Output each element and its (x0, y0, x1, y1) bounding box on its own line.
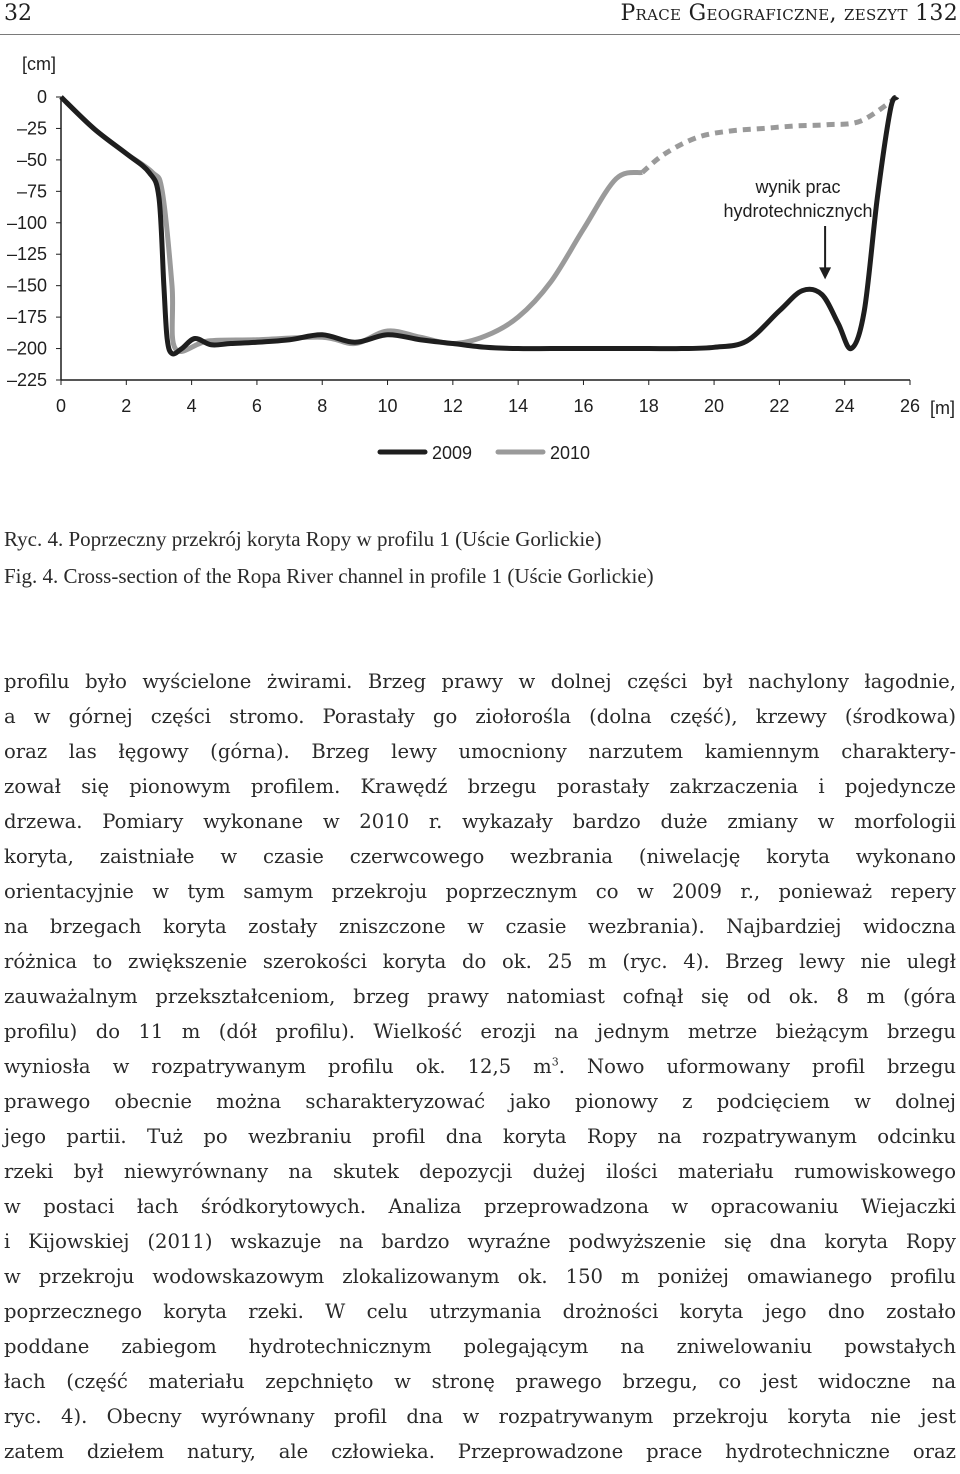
body-line: zauważalnym przekształceniom, brzeg prawy natomiast cofnął się od ok. 8 m (góra (4, 985, 956, 1008)
body-line: profilu) do 11 m (dół profilu). Wielkość erozji na jednym metrze bieżącym brzegu (4, 1020, 956, 1043)
annotation-line-1: wynik prac (755, 177, 841, 197)
body-line: poprzecznego koryta rzeki. W celu utrzymania drożności koryta jego dno zostało (4, 1300, 956, 1323)
body-line: w postaci łach śródkorytowych. Analiza przeprowadzona w opracowaniu Wiejaczki (4, 1195, 956, 1218)
y-axis (7, 87, 61, 390)
body-line: ryc. 4). Obecny wyrównany profil dna w rozpatrywanym przekroju koryta nie jest (4, 1405, 956, 1428)
x-tick-label: 24 (834, 396, 855, 416)
y-tick-label: –125 (6, 244, 47, 265)
annotation-arrowhead (819, 267, 831, 279)
body-line: profilu było wyścielone żwirami. Brzeg prawy w dolnej części był nachylony łagodnie, (4, 670, 956, 693)
body-line: a w górnej części stromo. Porastały go ziołorośla (dolna część), krzewy (środkowa) (4, 705, 956, 728)
x-tick-label: 20 (704, 396, 725, 416)
body-line-with-superscript (4, 1049, 956, 1084)
y-tick-label: 0 (36, 87, 47, 107)
x-tick-label: 16 (573, 396, 594, 416)
annotation (723, 177, 872, 279)
y-tick-label: –200 (6, 338, 47, 359)
y-tick-label: –50 (16, 149, 47, 170)
x-axis (56, 380, 955, 418)
x-unit-label: [m] (930, 398, 955, 418)
header-rule (0, 34, 960, 35)
x-tick-label: 4 (186, 396, 197, 416)
x-tick-label: 2 (121, 396, 132, 416)
body-line: rzeki był niewyrównany na skutek depozycji dużej ilości materiału rumowiskowego (4, 1160, 956, 1183)
figure-caption-polish: Ryc. 4. Poprzeczny przekrój koryta Ropy w profilu 1 (Uście Gorlickie) (4, 527, 602, 551)
body-line: zatem dziełem natury, ale człowieka. Przeprowadzone prace hydrotechniczne oraz (4, 1440, 956, 1463)
x-tick-label: 22 (769, 396, 790, 416)
annotation-line-2: hydrotechnicznych (723, 201, 873, 221)
x-tick-label: 6 (251, 396, 262, 416)
page-header (0, 0, 960, 30)
figure-caption-english: Fig. 4. Cross-section of the Ropa River channel in profile 1 (Uście Gorlickie) (4, 564, 654, 588)
body-line: łach (część materiału zepchnięto w stronę prawego brzegu, co jest widoczne na (4, 1370, 956, 1393)
body-line-prefix: wyniosła w rozpatrywanym profilu ok. 12,5 m (4, 1055, 552, 1078)
y-tick-label: –150 (6, 275, 47, 296)
y-tick-label: –225 (6, 370, 47, 390)
x-tick-label: 18 (638, 396, 659, 416)
series-line-2009 (61, 97, 897, 354)
y-tick-label: –25 (16, 118, 47, 139)
body-line: oraz las łęgowy (górna). Brzeg lewy umocniony narzutem kamiennym charaktery- (4, 740, 956, 763)
body-line-suffix: . Nowo uformowany profil brzegu (558, 1055, 956, 1078)
superscript: 3 (551, 1055, 559, 1069)
legend-label-2009: 2009 (432, 443, 473, 463)
running-title: Prace Geograficzne, zeszyt 132 (620, 1, 958, 26)
x-tick-label: 26 (899, 396, 921, 416)
legend (380, 443, 590, 463)
body-line: koryta, zaistniałe w czasie czerwcowego wezbrania (niwelację koryta wykonano (4, 845, 956, 868)
y-tick-label: –75 (16, 181, 47, 202)
body-line: i Kijowskiej (2011) wskazuje na bardzo wyraźne podwyższenie się dna koryta Ropy (4, 1230, 956, 1253)
y-unit-label: [cm] (22, 54, 56, 74)
y-tick-label: –175 (6, 307, 47, 328)
series-layer (61, 97, 897, 354)
x-tick-label: 8 (317, 396, 328, 416)
x-tick-label: 14 (508, 396, 529, 416)
legend-label-2010: 2010 (550, 443, 591, 463)
body-line: drzewa. Pomiary wykonane w 2010 r. wykazały bardzo duże zmiany w morfologii (4, 810, 956, 833)
cross-section-chart (0, 40, 960, 480)
body-line: orientacyjnie w tym samym przekroju poprzecznym co w 2009 r., ponieważ repery (4, 880, 956, 903)
series-line-dashed-extension (642, 97, 897, 172)
page-number: 32 (4, 1, 32, 26)
x-tick-label: 0 (55, 396, 67, 416)
body-line: na brzegach koryta zostały zniszczone w czasie wezbrania). Najbardziej widoczna (4, 915, 956, 938)
body-line: jego partii. Tuż po wezbraniu profil dna koryta Ropy na rozpatrywanym odcinku (4, 1125, 956, 1148)
body-line: zował się pionowym profilem. Krawędź brzegu porastały zakrzaczenia i pojedyncze (4, 775, 956, 798)
body-line: różnica to zwiększenie szerokości koryta do ok. 25 m (ryc. 4). Brzeg lewy nie uległ (4, 950, 956, 973)
body-line: prawego obecnie można scharakteryzować jako pionowy z podcięciem w dolnej (4, 1090, 956, 1113)
series-line-2010 (61, 97, 642, 351)
body-line: w przekroju wodowskazowym zlokalizowanym ok. 150 m poniżej omawianego profilu (4, 1265, 956, 1288)
x-tick-label: 12 (442, 396, 463, 416)
body-line: poddane zabiegom hydrotechnicznym polegającym na zniwelowaniu powstałych (4, 1335, 956, 1358)
body-text (4, 664, 956, 1469)
x-tick-label: 10 (377, 396, 398, 416)
y-tick-label: –100 (6, 212, 47, 233)
